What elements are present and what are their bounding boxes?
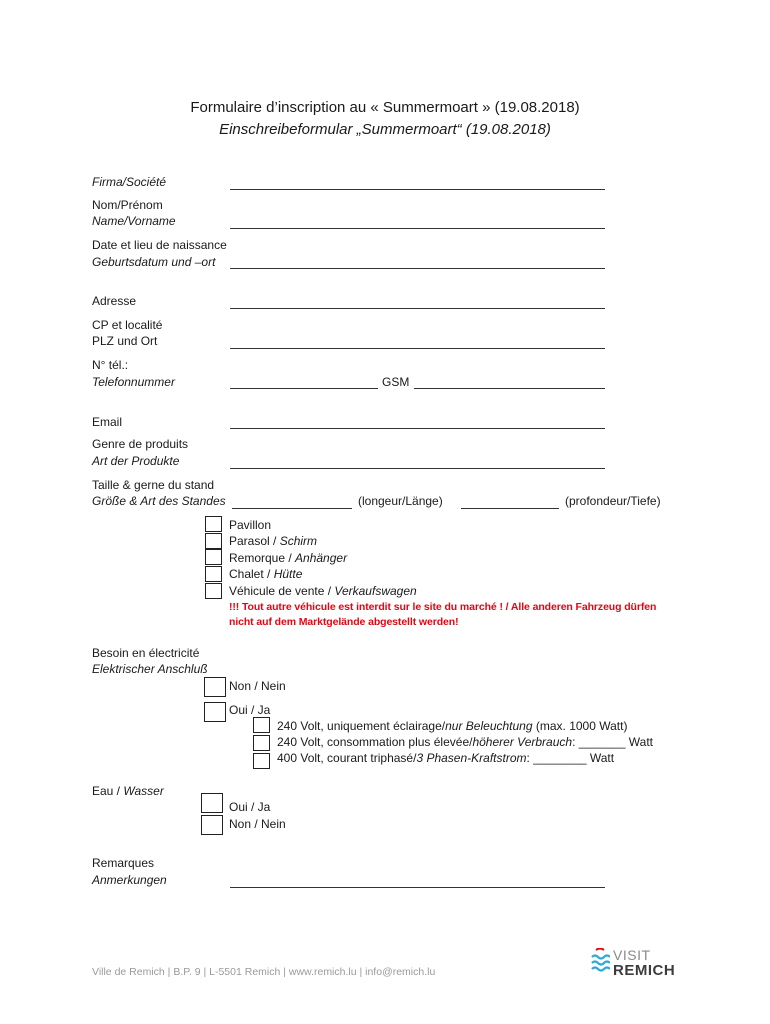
footer-address: Ville de Remich | B.P. 9 | L-5501 Remich | www.remich.lu | info@remich.lu (92, 966, 436, 978)
electricity-240v-high-checkbox[interactable] (253, 735, 270, 751)
remarks-label-fr: Remarques (92, 856, 155, 870)
name-input-line[interactable] (230, 228, 605, 229)
electricity-yes-label: Oui / Ja (229, 703, 271, 717)
stand-type-label: Remorque / Anhänger (229, 551, 348, 565)
email-input-line[interactable] (230, 428, 605, 429)
stand-label-fr: Taille & gerne du stand (92, 478, 215, 492)
stand-type-checkbox-remorque[interactable] (205, 549, 222, 565)
water-no-label: Non / Nein (229, 817, 286, 831)
phone-input-line[interactable] (230, 388, 378, 389)
stand-type-label: Parasol / Schirm (229, 534, 318, 548)
phone-label-fr: N° tél.: (92, 358, 129, 372)
visit-remich-logo (590, 946, 685, 980)
stand-depth-input-line[interactable] (461, 508, 559, 509)
birth-input-line[interactable] (230, 268, 605, 269)
form-title: Formulaire d’inscription au « Summermoart » (19.08.2018) (190, 99, 580, 116)
products-label-de: Art der Produkte (92, 454, 180, 468)
stand-type-checkbox-chalet[interactable] (205, 566, 222, 582)
remarks-label-de: Anmerkungen (92, 873, 167, 887)
electricity-no-checkbox[interactable] (204, 677, 226, 697)
company-input-line[interactable] (230, 189, 605, 190)
electricity-label-de: Elektrischer Anschluß (92, 662, 208, 676)
electricity-yes-checkbox[interactable] (204, 702, 226, 722)
stand-type-label: Pavillon (229, 518, 272, 532)
electricity-no-label: Non / Nein (229, 679, 286, 693)
gsm-input-line[interactable] (414, 388, 605, 389)
electricity-400v-label: 400 Volt, courant triphasé/3 Phasen-Kraftstrom: ________ Watt (277, 751, 615, 765)
email-label: Email (92, 415, 123, 429)
stand-length-input-line[interactable] (232, 508, 352, 509)
gsm-label: GSM (382, 375, 410, 389)
water-no-checkbox[interactable] (201, 815, 223, 835)
electricity-400v-checkbox[interactable] (253, 753, 270, 769)
water-yes-label: Oui / Ja (229, 800, 271, 814)
water-label: Eau / Wasser (92, 784, 164, 798)
electricity-240v-light-checkbox[interactable] (253, 717, 270, 733)
address-input-line[interactable] (230, 308, 605, 309)
address-label: Adresse (92, 294, 137, 308)
stand-length-label: (longeur/Länge) (358, 494, 443, 508)
wave-icon (590, 948, 610, 974)
electricity-240v-high-label: 240 Volt, consommation plus élevée/höherer Verbrauch: _______ Watt (277, 735, 654, 749)
company-label: Firma/Société (92, 175, 167, 189)
stand-type-checkbox-vehicle[interactable] (205, 583, 222, 599)
postal-input-line[interactable] (230, 348, 605, 349)
birth-label-de: Geburtsdatum und –ort (92, 255, 216, 269)
stand-type-checkbox-parasol[interactable] (205, 533, 222, 549)
name-label-fr: Nom/Prénom (92, 198, 163, 212)
vehicle-warning-line1: !!! Tout autre véhicule est interdit sur le site du marché ! / Alle anderen Fahrzeug dürfen (229, 601, 657, 613)
name-label-de: Name/Vorname (92, 214, 176, 228)
phone-label-de: Telefonnummer (92, 375, 175, 389)
postal-label-de: PLZ und Ort (92, 334, 158, 348)
remarks-input-line[interactable] (230, 887, 605, 888)
stand-type-label: Chalet / Hütte (229, 567, 303, 581)
logo-remich-text: REMICH (613, 962, 676, 979)
electricity-label-fr: Besoin en électricité (92, 646, 200, 660)
logo-visit-text: VISIT (613, 947, 651, 963)
stand-depth-label: (profondeur/Tiefe) (565, 494, 661, 508)
stand-type-label: Véhicule de vente / Verkaufswagen (229, 584, 417, 598)
electricity-240v-light-label: 240 Volt, uniquement éclairage/nur Beleuchtung (max. 1000 Watt) (277, 719, 628, 733)
stand-type-checkbox-pavillon[interactable] (205, 516, 222, 532)
vehicle-warning-line2: nicht auf dem Marktgelände abgestellt werden! (229, 616, 459, 628)
products-input-line[interactable] (230, 468, 605, 469)
birth-label-fr: Date et lieu de naissance (92, 238, 227, 252)
water-yes-checkbox[interactable] (201, 793, 223, 813)
postal-label-fr: CP et localité (92, 318, 163, 332)
stand-label-de: Größe & Art des Standes (92, 494, 226, 508)
products-label-fr: Genre de produits (92, 437, 189, 451)
form-subtitle: Einschreibeformular „Summermoart“ (19.08.2018) (219, 121, 551, 138)
